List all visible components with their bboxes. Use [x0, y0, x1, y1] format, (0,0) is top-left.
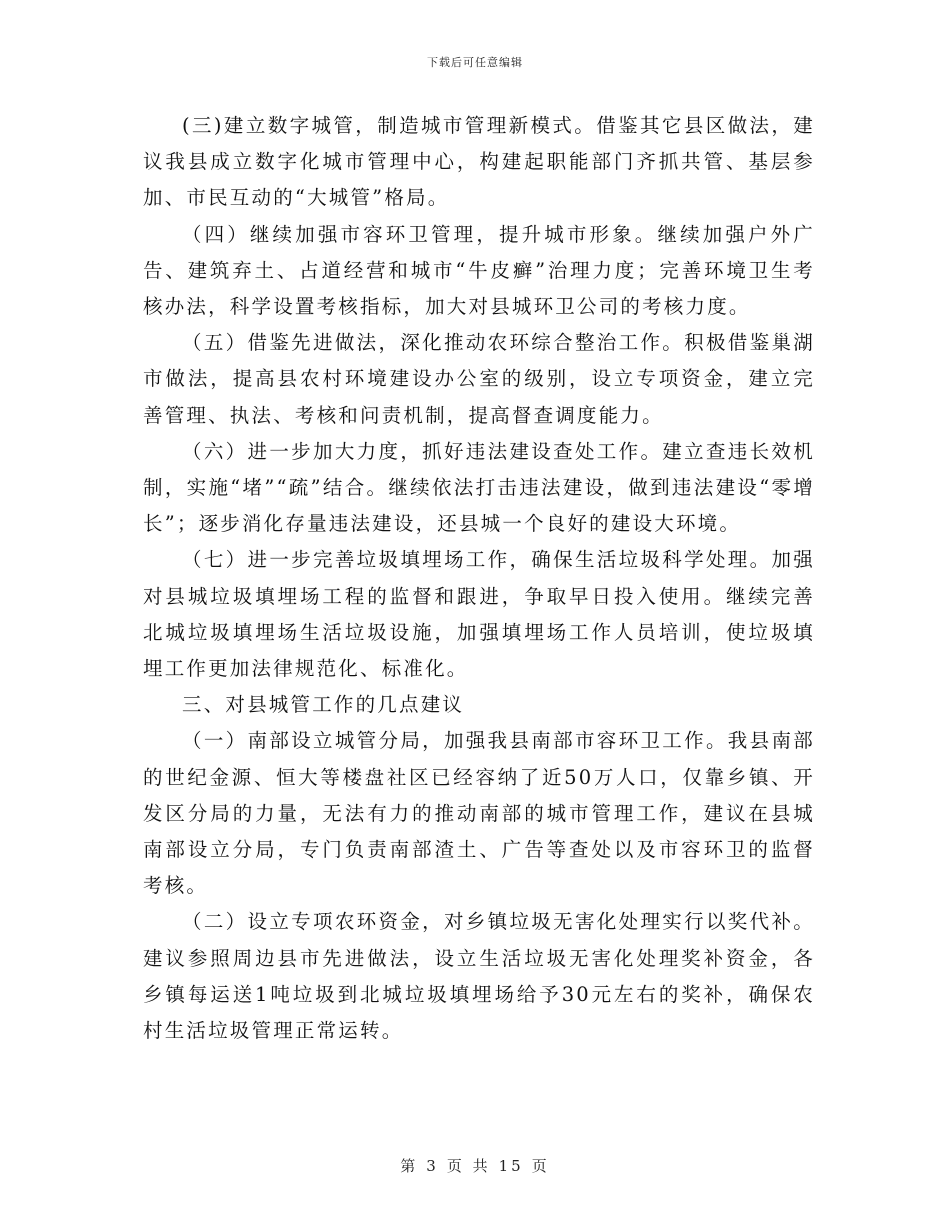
footer-middle: 页 共 — [446, 1157, 491, 1175]
page-footer — [0, 1155, 950, 1176]
section-heading-3: 三、对县城管工作的几点建议 — [182, 693, 465, 717]
suggestion-2: （二）设立专项农环资金，对乡镇垃圾无害化处理实行以奖代补。建议参照周边县市先进做法，设立生活垃圾无害化处理奖补资金，各乡镇每运送1吨垃圾到北城垃圾填埋场给予30元左右的奖补，确保农村生活垃圾管理正常运转。 — [143, 910, 815, 1043]
suggestion-1: （一）南部设立城管分局，加强我县南部市容环卫工作。我县南部的世纪金源、恒大等楼盘社区已经容纳了近50万人口，仅靠乡镇、开发区分局的力量，无法有力的推动南部的城市管理工作，建议在县城南部设立分局，专门负责南部渣土、广告等查处以及市容环卫的监督考核。 — [143, 729, 815, 898]
paragraph-4: （四）继续加强市容环卫管理，提升城市形象。继续加强户外广告、建筑弃土、占道经营和城市“牛皮癣”治理力度；完善环境卫生考核办法，科学设置考核指标，加大对县城环卫公司的考核力度。 — [143, 222, 815, 319]
footer-suffix: 页 — [531, 1157, 550, 1175]
page-header: 下载后可任意编辑 — [427, 56, 523, 69]
current-page-number: 3 — [426, 1157, 439, 1175]
paragraph-6: （六）进一步加大力度，抓好违法建设查处工作。建立查违长效机制，实施“堵”“疏”结合。继续依法打击违法建设，做到违法建设“零增长”；逐步消化存量违法建设，还县城一个良好的建设大环境。 — [143, 439, 815, 536]
paragraph-3: (三)建立数字城管，制造城市管理新模式。借鉴其它县区做法，建议我县成立数字化城市管理中心，构建起职能部门齐抓共管、基层参加、市民互动的“大城管”格局。 — [143, 114, 815, 210]
paragraph-5: （五）借鉴先进做法，深化推动农环综合整治工作。积极借鉴巢湖市做法，提高县农村环境建设办公室的级别，设立专项资金，建立完善管理、执法、考核和问责机制，提高督查调度能力。 — [143, 331, 815, 427]
footer-prefix: 第 — [400, 1157, 419, 1175]
paragraph-7: （七）进一步完善垃圾填埋场工作，确保生活垃圾科学处理。加强对县城垃圾填埋场工程的监督和跟进，争取早日投入使用。继续完善北城垃圾填埋场生活垃圾设施，加强填埋场工作人员培训，使垃圾填埋工作更加法律规范化、标准化。 — [143, 548, 815, 681]
total-pages: 15 — [498, 1157, 524, 1175]
document-body — [143, 108, 815, 1049]
